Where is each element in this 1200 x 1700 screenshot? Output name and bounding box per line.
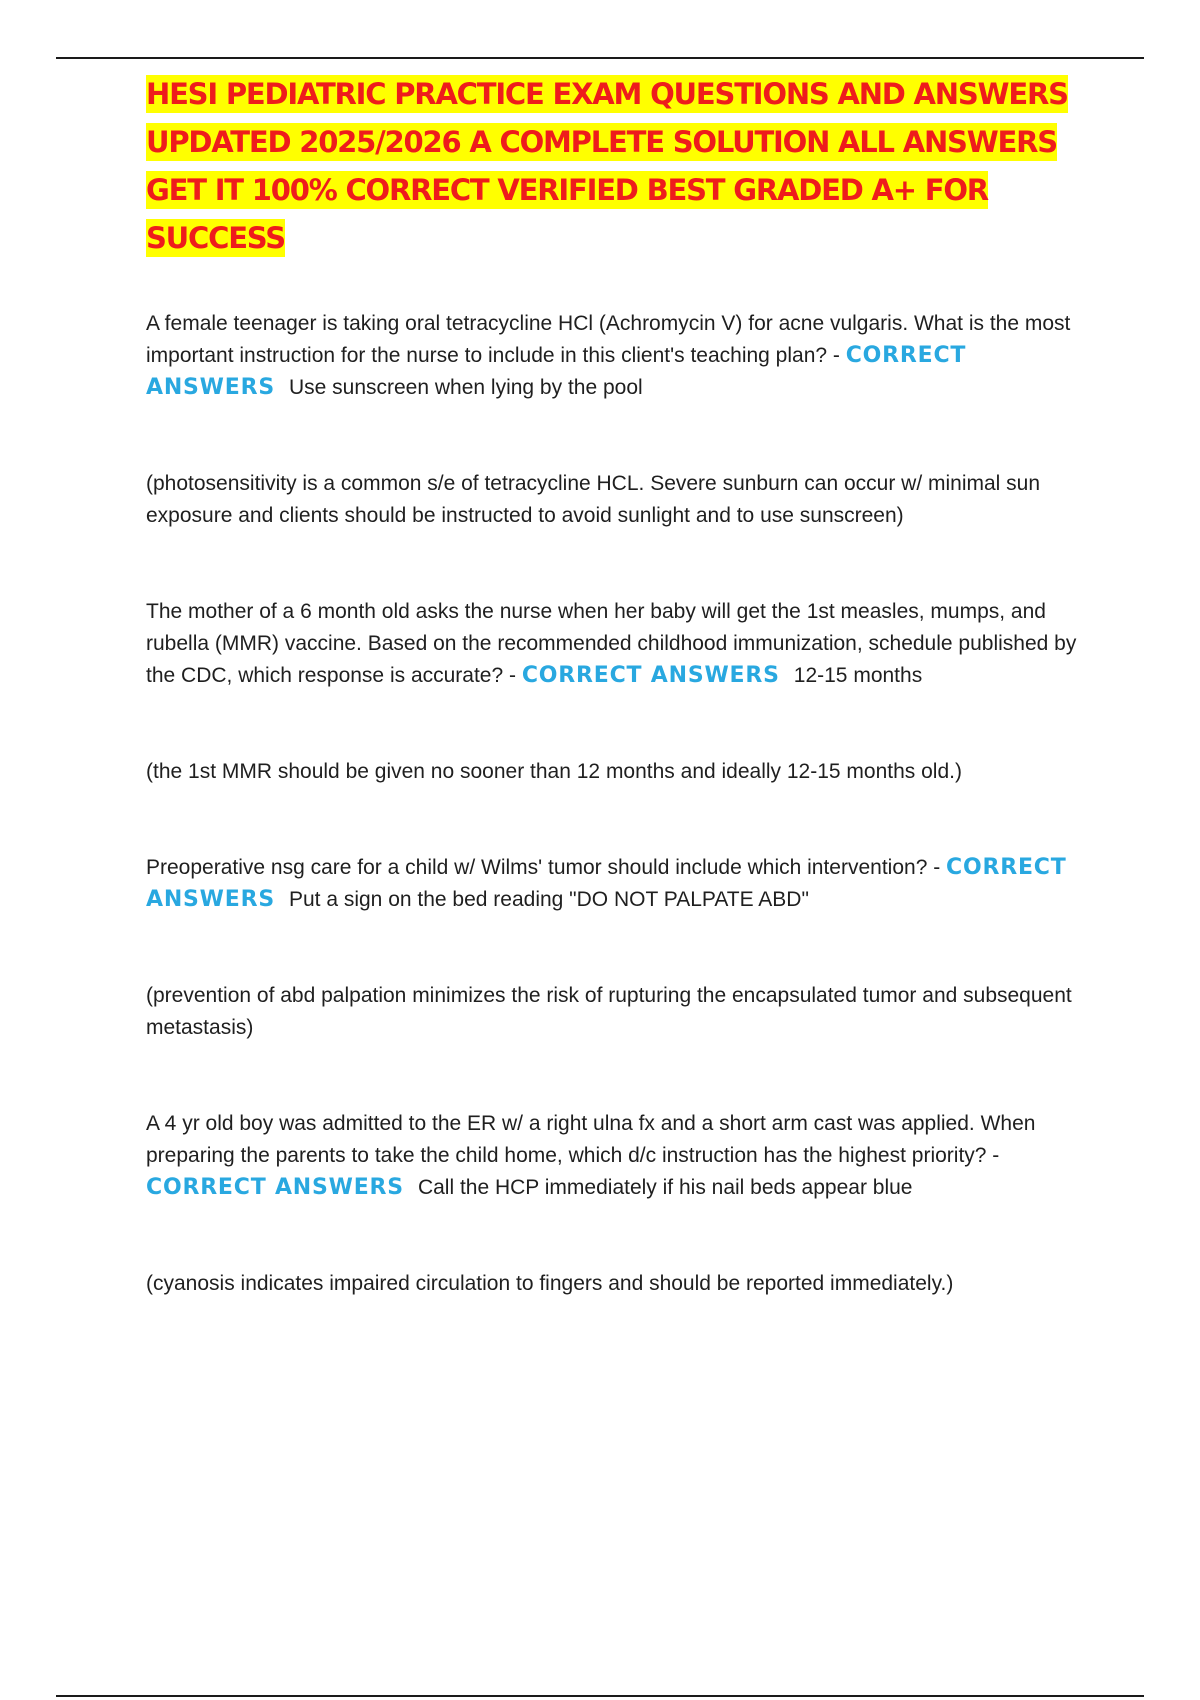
qa-item-2 bbox=[146, 596, 1096, 788]
document-title-text: HESI PEDIATRIC PRACTICE EXAM QUESTIONS AND ANSWERS UPDATED 2025/2026 A COMPLETE SOLUTION ALL ANSWERS GET IT 100% CORRECT VERIFIED BEST GRADED A+ FOR SUCCESS bbox=[146, 77, 1068, 255]
rationale-text: (cyanosis indicates impaired circulation to fingers and should be reported immediately.) bbox=[146, 1272, 954, 1295]
question-prompt: Preoperative nsg care for a child w/ Wilms' tumor should include which intervention? - bbox=[146, 856, 941, 879]
qa-item-3 bbox=[146, 852, 1096, 1044]
question-prompt: A female teenager is taking oral tetracycline HCl (Achromycin V) for acne vulgaris. What is the most important instruction for the nurse to include in this client's teaching plan? - bbox=[146, 312, 1071, 367]
correct-answers-label: CORRECT ANSWERS bbox=[146, 855, 1067, 912]
question-text bbox=[146, 308, 1096, 404]
top-rule bbox=[56, 57, 1144, 59]
question-text bbox=[146, 1108, 1096, 1204]
qa-item-4 bbox=[146, 1108, 1096, 1300]
answer-text: 12-15 months bbox=[793, 664, 923, 687]
document-body bbox=[146, 70, 1096, 1364]
rationale-text: (prevention of abd palpation minimizes the risk of rupturing the encapsulated tumor and subsequent metastasis) bbox=[146, 984, 1072, 1039]
question-text bbox=[146, 596, 1096, 692]
answer-text: Put a sign on the bed reading "DO NOT PALPATE ABD" bbox=[288, 888, 809, 911]
correct-answers-label: CORRECT ANSWERS bbox=[521, 663, 780, 688]
correct-answers-label: CORRECT ANSWERS bbox=[146, 1175, 404, 1200]
answer-text: Call the HCP immediately if his nail beds appear blue bbox=[417, 1176, 913, 1199]
rationale-text: (the 1st MMR should be given no sooner than 12 months and ideally 12-15 months old.) bbox=[146, 760, 962, 783]
question-prompt: The mother of a 6 month old asks the nurse when her baby will get the 1st measles, mumps, and rubella (MMR) vaccine. Based on the recommended childhood immunization, schedule published by the CDC, which response is accurate? - bbox=[146, 600, 1077, 687]
qa-item-1 bbox=[146, 308, 1096, 532]
question-text bbox=[146, 852, 1096, 916]
correct-answers-label: CORRECT ANSWERS bbox=[146, 343, 967, 400]
bottom-rule bbox=[56, 1695, 1144, 1697]
question-prompt: A 4 yr old boy was admitted to the ER w/ a right ulna fx and a short arm cast was applied. When preparing the parents to take the child home, which d/c instruction has the highest priority? - bbox=[146, 1112, 1036, 1167]
document-title bbox=[146, 70, 1096, 262]
answer-text: Use sunscreen when lying by the pool bbox=[288, 376, 643, 399]
rationale-text: (photosensitivity is a common s/e of tetracycline HCL. Severe sunburn can occur w/ minimal sun exposure and clients should be instructed to avoid sunlight and to use sunscreen) bbox=[146, 472, 1041, 527]
